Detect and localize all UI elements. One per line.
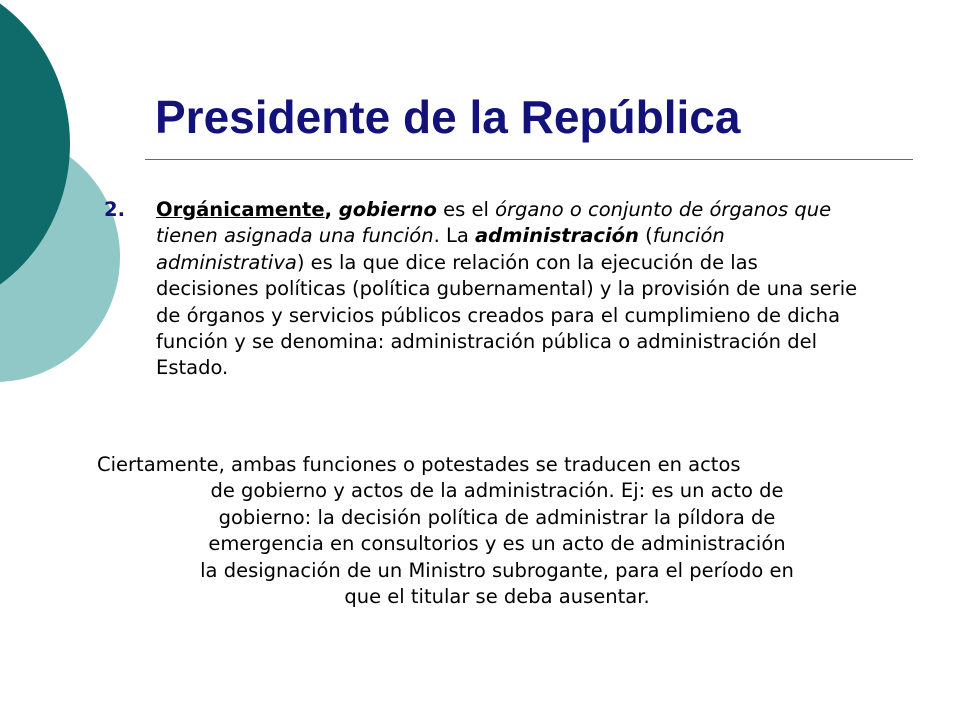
item-text: ) es la que dice relación con la ejecución de las decisiones políticas (política gubernamental) y la provisión de una serie de órganos y servicios públicos creados para el cumplimieno de dicha función y se denomina: administración pública o administración del Estado. [156,250,858,380]
closing-paragraph [97,452,897,610]
paragraph-line: emergencia en consultorios y es un acto de administración [208,532,786,556]
paragraph-line: Ciertamente, ambas funciones o potestades se traducen en actos [97,453,741,476]
term-administracion: administración [475,224,639,248]
numbered-item [104,197,864,382]
paragraph-line: de gobierno y actos de la administración. Ej: es un acto de [210,479,784,503]
item-text: es el [436,198,496,221]
item-body [156,197,864,382]
item-text-italic: función administrativa [156,224,725,274]
paragraph-line: gobierno: la decisión política de administrar la píldora de [218,505,776,529]
item-number: 2. [104,198,125,221]
item-text: ( [638,224,653,248]
paragraph-line: que el titular se deba ausentar. [344,585,650,609]
paragraph-line: la designación de un Ministro subrogante, para el período en [200,558,794,582]
title-divider [145,159,913,160]
item-text-italic: órgano o conjunto de órganos que tienen asignada una función [156,198,832,248]
slide-title: Presidente de la República [155,91,741,143]
term-gobierno: gobierno [338,198,437,221]
term-organicamente: Orgánicamente [156,198,325,221]
item-text: , [324,198,339,221]
item-text: . La [433,224,476,248]
